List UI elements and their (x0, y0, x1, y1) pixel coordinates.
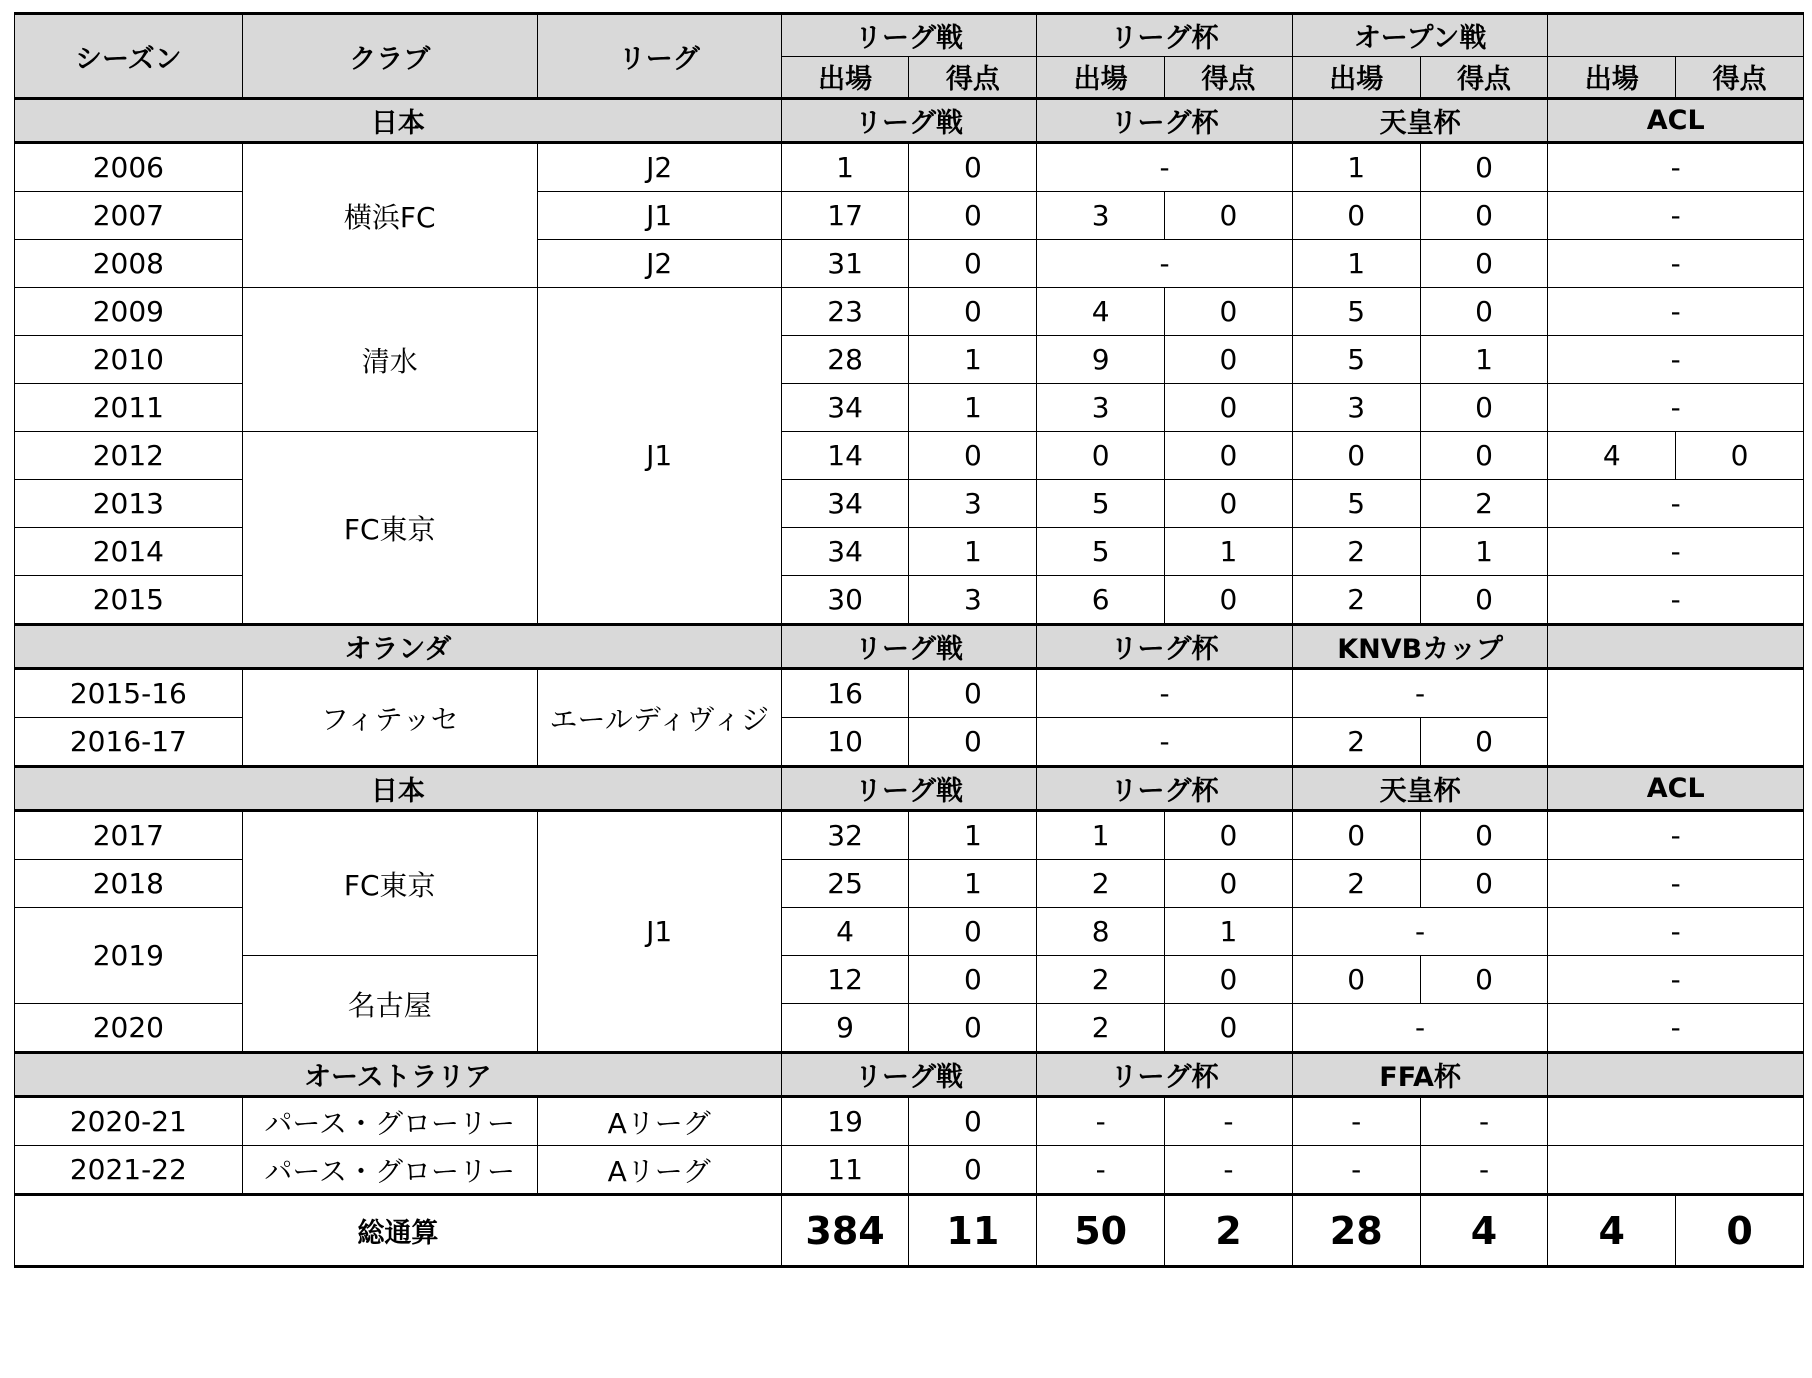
league-apps: 19 (781, 1097, 909, 1146)
header-group-league-cup: リーグ杯 (1037, 14, 1293, 57)
cup-goals: - (1420, 1146, 1548, 1195)
club-cell: フィテッセ (242, 669, 537, 767)
total-league-apps: 384 (781, 1195, 909, 1267)
table-row (15, 1097, 1804, 1146)
table-row (15, 143, 1804, 192)
league-apps: 1 (781, 143, 909, 192)
header-goals: 得点 (909, 56, 1037, 99)
cup-apps: 5 (1292, 288, 1420, 336)
league-apps: 34 (781, 384, 909, 432)
league-goals: 1 (909, 384, 1037, 432)
league-cell: J2 (537, 240, 781, 288)
section-comp: リーグ戦 (781, 625, 1037, 669)
league-cell: Aリーグ (537, 1146, 781, 1195)
club-cell: FC東京 (242, 811, 537, 956)
league-cup-dash: - (1037, 143, 1293, 192)
season-cell: 2006 (15, 143, 243, 192)
cup-apps: 1 (1292, 143, 1420, 192)
season-cell: 2017 (15, 811, 243, 860)
league-goals: 1 (909, 528, 1037, 576)
league-apps: 4 (781, 908, 909, 956)
cup-goals: 0 (1420, 860, 1548, 908)
total-row (15, 1195, 1804, 1267)
league-cup-goals: 1 (1165, 528, 1293, 576)
league-cell: J1 (537, 288, 781, 625)
league-cup-apps: - (1037, 1146, 1165, 1195)
league-cup-apps: 6 (1037, 576, 1165, 625)
league-goals: 0 (909, 1146, 1037, 1195)
league-goals: 0 (909, 1004, 1037, 1053)
section-country: オーストラリア (15, 1053, 782, 1097)
league-apps: 9 (781, 1004, 909, 1053)
season-cell: 2020 (15, 1004, 243, 1053)
cup-apps: 2 (1292, 860, 1420, 908)
header-apps: 出場 (1548, 56, 1676, 99)
season-cell: 2015 (15, 576, 243, 625)
cup-goals: 0 (1420, 384, 1548, 432)
cup-goals: - (1420, 1097, 1548, 1146)
league-cup-apps: 8 (1037, 908, 1165, 956)
header-apps: 出場 (781, 56, 909, 99)
table-row (15, 811, 1804, 860)
acl-dash: - (1548, 336, 1804, 384)
league-cup-apps: 5 (1037, 480, 1165, 528)
league-apps: 28 (781, 336, 909, 384)
league-cup-goals: 0 (1165, 288, 1293, 336)
club-cell: パース・グローリー (242, 1146, 537, 1195)
league-apps: 10 (781, 718, 909, 767)
league-cup-apps: 3 (1037, 192, 1165, 240)
league-cup-apps: 2 (1037, 1004, 1165, 1053)
season-cell: 2011 (15, 384, 243, 432)
league-cup-goals: 0 (1165, 811, 1293, 860)
cup-goals: 1 (1420, 336, 1548, 384)
section-comp: リーグ戦 (781, 1053, 1037, 1097)
total-acl-goals: 0 (1676, 1195, 1804, 1267)
total-cup-goals: 4 (1420, 1195, 1548, 1267)
cup-goals: 0 (1420, 432, 1548, 480)
league-goals: 0 (909, 288, 1037, 336)
league-goals: 0 (909, 1097, 1037, 1146)
header-club: クラブ (242, 14, 537, 99)
total-acl-apps: 4 (1548, 1195, 1676, 1267)
cup-apps: 0 (1292, 956, 1420, 1004)
cup-apps: 0 (1292, 811, 1420, 860)
league-apps: 12 (781, 956, 909, 1004)
section-comp: リーグ杯 (1037, 625, 1293, 669)
table-row (15, 288, 1804, 336)
cup-goals: 0 (1420, 240, 1548, 288)
acl-dash: - (1548, 528, 1804, 576)
section-comp: 天皇杯 (1292, 767, 1548, 811)
header-apps: 出場 (1037, 56, 1165, 99)
league-goals: 0 (909, 192, 1037, 240)
acl-goals: 0 (1676, 432, 1804, 480)
cup-apps: 5 (1292, 336, 1420, 384)
league-cup-goals: 0 (1165, 956, 1293, 1004)
league-cell: J1 (537, 192, 781, 240)
season-cell: 2020-21 (15, 1097, 243, 1146)
cup-goals: 0 (1420, 143, 1548, 192)
league-cup-apps: 5 (1037, 528, 1165, 576)
section-row-netherlands (15, 625, 1804, 669)
header-goals: 得点 (1420, 56, 1548, 99)
league-cup-apps: 2 (1037, 860, 1165, 908)
cup-apps: 0 (1292, 192, 1420, 240)
league-apps: 14 (781, 432, 909, 480)
league-cup-goals: 0 (1165, 480, 1293, 528)
league-goals: 0 (909, 432, 1037, 480)
section-comp: ACL (1548, 99, 1804, 143)
empty-cell (1548, 1097, 1804, 1146)
section-comp: リーグ杯 (1037, 99, 1293, 143)
cup-apps: 2 (1292, 528, 1420, 576)
league-cup-apps: 9 (1037, 336, 1165, 384)
season-cell: 2019 (15, 908, 243, 1004)
section-country: 日本 (15, 767, 782, 811)
league-cup-goals: 0 (1165, 432, 1293, 480)
league-cup-apps: - (1037, 1097, 1165, 1146)
league-cup-goals: 0 (1165, 860, 1293, 908)
table-row (15, 1146, 1804, 1195)
season-cell: 2016-17 (15, 718, 243, 767)
header-group-blank (1548, 14, 1804, 57)
cup-apps: - (1292, 1146, 1420, 1195)
cup-apps: - (1292, 1097, 1420, 1146)
header-goals: 得点 (1676, 56, 1804, 99)
cup-apps: 1 (1292, 240, 1420, 288)
section-comp: リーグ戦 (781, 767, 1037, 811)
league-cup-apps: 3 (1037, 384, 1165, 432)
header-league: リーグ (537, 14, 781, 99)
league-cup-dash: - (1037, 718, 1293, 767)
acl-dash: - (1548, 143, 1804, 192)
league-cup-apps: 2 (1037, 956, 1165, 1004)
total-league-cup-apps: 50 (1037, 1195, 1165, 1267)
header-goals: 得点 (1165, 56, 1293, 99)
league-cup-goals: - (1165, 1146, 1293, 1195)
club-cell: FC東京 (242, 432, 537, 625)
league-cup-goals: 0 (1165, 336, 1293, 384)
cup-dash: - (1292, 1004, 1548, 1053)
section-row-australia (15, 1053, 1804, 1097)
stats-table (14, 12, 1804, 1268)
league-cup-goals: 0 (1165, 576, 1293, 625)
cup-goals: 0 (1420, 576, 1548, 625)
league-apps: 17 (781, 192, 909, 240)
season-cell: 2014 (15, 528, 243, 576)
season-cell: 2008 (15, 240, 243, 288)
league-goals: 0 (909, 240, 1037, 288)
section-comp: FFA杯 (1292, 1053, 1548, 1097)
section-comp: KNVBカップ (1292, 625, 1548, 669)
section-country: 日本 (15, 99, 782, 143)
league-cup-dash: - (1037, 240, 1293, 288)
header-apps: 出場 (1292, 56, 1420, 99)
league-cell: エールディヴィジ (537, 669, 781, 767)
section-row-japan-2 (15, 767, 1804, 811)
league-goals: 0 (909, 908, 1037, 956)
league-cup-apps: 0 (1037, 432, 1165, 480)
league-cup-goals: 0 (1165, 384, 1293, 432)
league-apps: 25 (781, 860, 909, 908)
league-cell: J1 (537, 811, 781, 1053)
acl-dash: - (1548, 576, 1804, 625)
league-goals: 3 (909, 480, 1037, 528)
acl-dash: - (1548, 1004, 1804, 1053)
section-comp: リーグ杯 (1037, 767, 1293, 811)
season-cell: 2013 (15, 480, 243, 528)
empty-cell (1548, 669, 1804, 767)
cup-apps: 3 (1292, 384, 1420, 432)
table-row (15, 432, 1804, 480)
league-apps: 34 (781, 528, 909, 576)
league-apps: 30 (781, 576, 909, 625)
league-cup-goals: 0 (1165, 192, 1293, 240)
header-row-groups (15, 14, 1804, 57)
season-cell: 2018 (15, 860, 243, 908)
cup-goals: 2 (1420, 480, 1548, 528)
league-goals: 0 (909, 143, 1037, 192)
league-goals: 1 (909, 860, 1037, 908)
league-cell: J2 (537, 143, 781, 192)
league-goals: 3 (909, 576, 1037, 625)
table-row (15, 956, 1804, 1004)
acl-dash: - (1548, 480, 1804, 528)
cup-goals: 0 (1420, 956, 1548, 1004)
acl-dash: - (1548, 192, 1804, 240)
league-apps: 11 (781, 1146, 909, 1195)
total-league-cup-goals: 2 (1165, 1195, 1293, 1267)
club-cell: 名古屋 (242, 956, 537, 1053)
header-season: シーズン (15, 14, 243, 99)
total-cup-apps: 28 (1292, 1195, 1420, 1267)
acl-dash: - (1548, 288, 1804, 336)
cup-goals: 0 (1420, 718, 1548, 767)
section-comp (1548, 625, 1804, 669)
league-goals: 0 (909, 718, 1037, 767)
cup-apps: 2 (1292, 576, 1420, 625)
cup-goals: 0 (1420, 192, 1548, 240)
season-cell: 2021-22 (15, 1146, 243, 1195)
section-row-japan-1 (15, 99, 1804, 143)
club-cell: 清水 (242, 288, 537, 432)
total-league-goals: 11 (909, 1195, 1037, 1267)
cup-apps: 0 (1292, 432, 1420, 480)
league-cup-goals: 1 (1165, 908, 1293, 956)
league-apps: 32 (781, 811, 909, 860)
acl-dash: - (1548, 240, 1804, 288)
league-apps: 23 (781, 288, 909, 336)
table-row (15, 669, 1804, 718)
acl-dash: - (1548, 908, 1804, 956)
season-cell: 2015-16 (15, 669, 243, 718)
career-stats-table (14, 12, 1804, 1364)
acl-dash: - (1548, 384, 1804, 432)
cup-goals: 1 (1420, 528, 1548, 576)
empty-cell (1548, 1146, 1804, 1195)
league-cup-apps: 1 (1037, 811, 1165, 860)
league-apps: 16 (781, 669, 909, 718)
acl-apps: 4 (1548, 432, 1676, 480)
header-group-open: オープン戦 (1292, 14, 1548, 57)
season-cell: 2012 (15, 432, 243, 480)
season-cell: 2007 (15, 192, 243, 240)
header-group-league: リーグ戦 (781, 14, 1037, 57)
club-cell: 横浜FC (242, 143, 537, 288)
section-comp: 天皇杯 (1292, 99, 1548, 143)
league-cell: Aリーグ (537, 1097, 781, 1146)
acl-dash: - (1548, 860, 1804, 908)
league-goals: 1 (909, 811, 1037, 860)
cup-apps: 5 (1292, 480, 1420, 528)
section-country: オランダ (15, 625, 782, 669)
season-cell: 2009 (15, 288, 243, 336)
club-cell: パース・グローリー (242, 1097, 537, 1146)
season-cell: 2010 (15, 336, 243, 384)
cup-dash: - (1292, 908, 1548, 956)
cup-apps: 2 (1292, 718, 1420, 767)
cup-goals: 0 (1420, 288, 1548, 336)
league-apps: 34 (781, 480, 909, 528)
league-cup-goals: - (1165, 1097, 1293, 1146)
cup-dash: - (1292, 669, 1548, 718)
section-comp: リーグ杯 (1037, 1053, 1293, 1097)
acl-dash: - (1548, 956, 1804, 1004)
league-apps: 31 (781, 240, 909, 288)
league-cup-apps: 4 (1037, 288, 1165, 336)
section-comp (1548, 1053, 1804, 1097)
total-label: 総通算 (15, 1195, 782, 1267)
league-goals: 0 (909, 669, 1037, 718)
league-goals: 1 (909, 336, 1037, 384)
league-cup-dash: - (1037, 669, 1293, 718)
acl-dash: - (1548, 811, 1804, 860)
section-comp: ACL (1548, 767, 1804, 811)
league-goals: 0 (909, 956, 1037, 1004)
section-comp: リーグ戦 (781, 99, 1037, 143)
cup-goals: 0 (1420, 811, 1548, 860)
league-cup-goals: 0 (1165, 1004, 1293, 1053)
